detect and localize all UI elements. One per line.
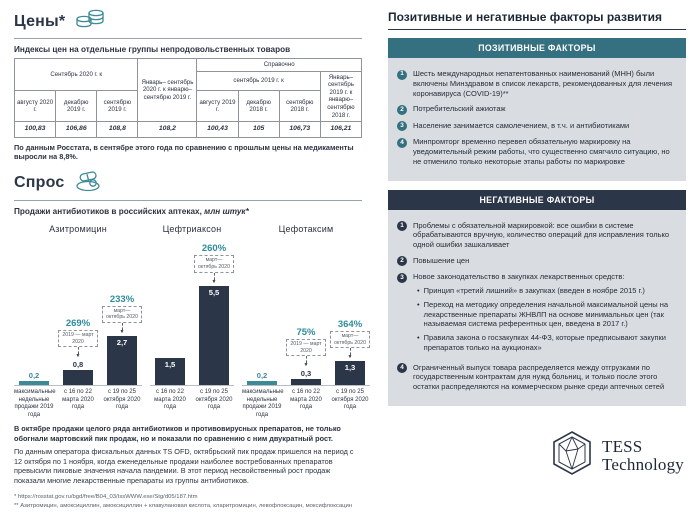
factor-subitem: • Принцип «третий лишний» в закупках (введен в ноябре 2015 г.) bbox=[417, 286, 645, 295]
bar-column bbox=[330, 319, 370, 385]
x-axis-label: с 16 по 22 марта 2020 года bbox=[290, 388, 322, 411]
table-subheader: декабрю 2018 г. bbox=[238, 91, 279, 122]
bar-column bbox=[14, 371, 54, 385]
table-subheader: сентябрю 2018 г. bbox=[279, 91, 320, 122]
negative-factor-item bbox=[397, 256, 677, 267]
bar-value-label: 2,7 bbox=[116, 338, 128, 348]
negative-factor-item bbox=[397, 272, 677, 356]
growth-annotation bbox=[194, 243, 234, 284]
x-axis-label: максимальные недельные продажи 2019 года bbox=[242, 388, 284, 419]
table-col-jan-sep2019: Январь–сентябрь 2019 г. к январю– сентябрю 2018 г. bbox=[320, 71, 361, 122]
growth-percent: 364% bbox=[337, 318, 363, 330]
table-value: 105 bbox=[238, 122, 279, 137]
chart-bars bbox=[150, 236, 234, 386]
positive-factor-item bbox=[397, 121, 677, 132]
factor-number-badge: 4 bbox=[397, 363, 407, 373]
bar-value-label: 0,2 bbox=[256, 371, 268, 381]
factor-number-badge: 1 bbox=[397, 221, 407, 231]
x-axis-label: с 19 по 25 октября 2020 года bbox=[331, 388, 369, 411]
bar-column bbox=[58, 318, 98, 385]
x-axis-label: с 19 по 25 октября 2020 года bbox=[103, 388, 141, 411]
table-value: 100,43 bbox=[197, 122, 238, 137]
x-axis-label: максимальные недельные продажи 2019 года bbox=[14, 388, 56, 419]
bar bbox=[291, 379, 321, 384]
factor-subitem: • Правила закона о госзакупках 44-ФЗ, которые предписывают закупки препаратов только на аукционах» bbox=[417, 333, 666, 352]
growth-annotation bbox=[102, 294, 142, 335]
bullet-dot: • bbox=[417, 333, 420, 342]
factor-text: Проблемы с обязательной маркировкой: все ошибки в системе обрабатываются вручную, количество операций для исправления только одной ошибки зашкаливает bbox=[413, 220, 670, 249]
x-axis-label: с 16 по 22 марта 2020 года bbox=[62, 388, 94, 411]
bar-value-label: 0,8 bbox=[72, 360, 84, 370]
growth-period-note: март—октябрь 2020 bbox=[102, 306, 142, 324]
positive-factor-item bbox=[397, 137, 677, 166]
bar-value-label: 0,2 bbox=[28, 371, 40, 381]
bar-value-label: 1,5 bbox=[164, 359, 176, 369]
bar bbox=[335, 361, 365, 384]
positive-factor-item bbox=[397, 69, 677, 98]
factor-text: Потребительский ажиотаж bbox=[413, 104, 506, 114]
bullet-dot: • bbox=[417, 299, 420, 309]
table-group-sep2019: сентябрь 2019 г. к bbox=[197, 71, 320, 90]
chart-bars bbox=[242, 236, 370, 386]
pill-icon bbox=[74, 170, 102, 197]
annotation-arrow-head: ▼ bbox=[303, 362, 309, 369]
prices-section-header bbox=[14, 8, 362, 39]
chart-bars bbox=[14, 236, 142, 386]
bar-value-label: 5,5 bbox=[208, 287, 220, 297]
growth-period-note: март—октябрь 2020 bbox=[194, 255, 234, 273]
growth-period-note: 2019 — март 2020 bbox=[58, 330, 98, 348]
footnote-source-url: * https://rosstat.gov.ru/bgd/free/B04_03/IssWWW.exe/Stg/d05/187.htm bbox=[14, 493, 198, 500]
negative-factor-item bbox=[397, 363, 677, 392]
annotation-arrow-head: ▼ bbox=[75, 353, 81, 360]
footnotes bbox=[14, 493, 362, 512]
tess-logo-icon bbox=[549, 429, 595, 482]
factor-text: Ограниченный выпуск товара распределяется между отгрузками по государственным контрактам для нужд больниц, и только после этого остатки распределяются на коммерческом рынке среди аптечных сетей bbox=[413, 362, 665, 391]
negative-factor-item bbox=[397, 221, 677, 250]
table-subheader: августу 2019 г. bbox=[197, 91, 238, 122]
table-value: 106,73 bbox=[279, 122, 320, 137]
demand-subtitle bbox=[14, 207, 362, 216]
table-group-sep2020: Сентябрь 2020 г. к bbox=[15, 59, 138, 91]
positive-factor-item bbox=[397, 104, 677, 115]
tess-logo-line1: TESS bbox=[601, 437, 643, 457]
bar-value-label: 1,3 bbox=[344, 363, 356, 373]
factor-text: Шесть международных непатентованных наименований (МНН) были включены Минздравом в список лекарств, рекомендованных для лечения коронавируса (COVID-19)** bbox=[413, 69, 673, 98]
annotation-arrow-head: ▼ bbox=[211, 278, 217, 285]
bar-chart-2 bbox=[150, 224, 234, 420]
bar bbox=[19, 381, 49, 385]
bar-chart-1 bbox=[14, 224, 142, 420]
chart-title: Азитромицин bbox=[49, 223, 107, 234]
negative-factors-banner: НЕГАТИВНЫЕ ФАКТОРЫ bbox=[388, 190, 686, 210]
table-value: 108,2 bbox=[138, 122, 197, 137]
growth-period-note: март—октябрь 2020 bbox=[330, 331, 370, 349]
bar-column bbox=[286, 327, 326, 385]
positive-factors-banner: ПОЗИТИВНЫЕ ФАКТОРЫ bbox=[388, 38, 686, 58]
growth-annotation bbox=[286, 327, 326, 368]
x-axis-label: с 19 по 25 октября 2020 года bbox=[195, 388, 233, 411]
chart-title: Цефотаксим bbox=[278, 223, 334, 234]
bar-value-label: 0,3 bbox=[300, 369, 312, 379]
table-value: 108,8 bbox=[97, 122, 138, 137]
factor-subitems bbox=[417, 286, 677, 353]
factor-text: Минпромторг временно перевел обязательную маркировку на уведомительный режим работы, что существенно смягчило ситуацию, но не отменило только некоторые этапы работы по маркировке bbox=[413, 137, 670, 166]
footnote-antibiotics-list: ** Азитромицин, амоксициллин, амоксициллин + клавулановая кислота, кларитромицин, левофлоксацин, моксифлоксацин bbox=[14, 503, 353, 510]
chart-title: Цефтриаксон bbox=[162, 223, 222, 234]
demand-title: Спрос bbox=[14, 174, 65, 192]
factor-subitem: • Переход на методику определения начальной максимальной цены на лекарственные препараты ЖНВЛП на основе минимальных цен (так называемая система референтных цен, введена в 2017 г.) bbox=[417, 299, 669, 329]
bullet-dot: • bbox=[417, 286, 420, 295]
factor-text: Новое законодательство в закупках лекарственных средств: • Принцип «третий лишний» в закупках (введен в ноябре 2015 г.) • Переход на методику определения начальной максимальной цены на лекарственные препараты ЖНВЛП на основе минимальных цен (так называемая система референтных цен, введена в 2017 г.) • Правила закона о госзакупках 44-ФЗ, которые предписывают закупки препаратов только на аукционах» bbox=[413, 272, 677, 356]
factor-text: Повышение цен bbox=[413, 255, 470, 265]
bar bbox=[63, 370, 93, 384]
bar-column bbox=[194, 243, 234, 385]
x-axis-label: с 16 по 22 марта 2020 года bbox=[154, 388, 186, 411]
chart-x-labels bbox=[242, 389, 370, 420]
table-group-reference: Справочно bbox=[197, 59, 362, 72]
factor-number-badge: 3 bbox=[397, 121, 407, 131]
growth-annotation bbox=[58, 318, 98, 359]
growth-percent: 75% bbox=[296, 326, 316, 338]
prices-subtitle: Индексы цен на отдельные группы непродовольственных товаров bbox=[14, 45, 291, 54]
bar-column bbox=[102, 294, 142, 385]
antibiotic-sales-charts bbox=[14, 223, 369, 420]
right-column bbox=[388, 10, 686, 415]
left-column bbox=[14, 8, 369, 512]
demand-paragraph-bold: В октябре продажи целого ряда антибиотиков и противовирусных препаратов, не только обогнали мартовский пик продаж, но и показали по сравнению с ним двукратный рост. bbox=[14, 423, 341, 443]
bar bbox=[247, 381, 277, 385]
negative-factors-box bbox=[388, 210, 686, 406]
prices-title: Цены* bbox=[14, 12, 66, 30]
factor-number-badge: 4 bbox=[397, 138, 407, 148]
bar bbox=[155, 358, 185, 385]
tess-logo-text bbox=[602, 438, 684, 473]
table-subheader: августу 2020 г. bbox=[15, 91, 56, 122]
tess-logo-line2: Technology bbox=[601, 454, 684, 474]
tess-technology-logo bbox=[549, 429, 684, 482]
bar-column bbox=[150, 358, 190, 385]
factors-title: Позитивные и негативные факторы развития bbox=[388, 10, 686, 30]
rosstat-note: По данным Росстата, в сентябре этого года по сравнению с прошлым цены на медикаменты выросли на 8,8%. bbox=[14, 142, 354, 162]
growth-percent: 233% bbox=[109, 293, 135, 305]
growth-annotation bbox=[330, 319, 370, 360]
annotation-arrow-head: ▼ bbox=[119, 329, 125, 336]
table-subheader: сентябрю 2019 г. bbox=[97, 91, 138, 122]
factor-number-badge: 2 bbox=[397, 256, 407, 266]
chart-x-labels bbox=[14, 389, 142, 420]
bar bbox=[107, 336, 137, 385]
factor-text: Население занимается самолечением, в т.ч. и антибиотиками bbox=[413, 120, 630, 130]
factor-number-badge: 1 bbox=[397, 70, 407, 80]
bar-column bbox=[242, 371, 282, 385]
growth-percent: 269% bbox=[65, 317, 91, 329]
annotation-arrow-head: ▼ bbox=[347, 354, 353, 361]
demand-subtitle-text: Продажи антибиотиков в российских аптеках, bbox=[14, 206, 202, 216]
table-col-jan-sep2020: Январь– сентябрь 2020 г. к январю– сентябрю 2019 г. bbox=[138, 59, 197, 122]
factor-number-badge: 2 bbox=[397, 105, 407, 115]
demand-subtitle-unit: млн штук* bbox=[204, 206, 249, 216]
growth-period-note: 2019 — март 2020 bbox=[286, 339, 326, 357]
positive-factors-box bbox=[388, 58, 686, 181]
factor-number-badge: 3 bbox=[397, 273, 407, 283]
demand-paragraph: По данным оператора фискальных данных TS OFD, октябрьский пик продаж пришелся на период с 12 октября по 1 ноября, когда еженедельные продажи наиболее востребованных препаратов превысили пиковые значения начала пандемии. В этот период несвойственный рост продаж показали многие лекарственные препараты из группы антибиотиков. bbox=[14, 447, 354, 486]
demand-section-header bbox=[14, 170, 362, 201]
table-subheader: декабрю 2019 г. bbox=[56, 91, 97, 122]
table-value: 106,21 bbox=[320, 122, 361, 137]
coins-icon bbox=[75, 8, 105, 35]
table-value: 106,86 bbox=[56, 122, 97, 137]
growth-percent: 260% bbox=[201, 243, 227, 255]
bar-chart-3 bbox=[242, 224, 370, 420]
table-value: 100,83 bbox=[15, 122, 56, 137]
price-index-table bbox=[14, 58, 362, 138]
chart-x-labels bbox=[150, 389, 234, 412]
bar bbox=[199, 286, 229, 385]
